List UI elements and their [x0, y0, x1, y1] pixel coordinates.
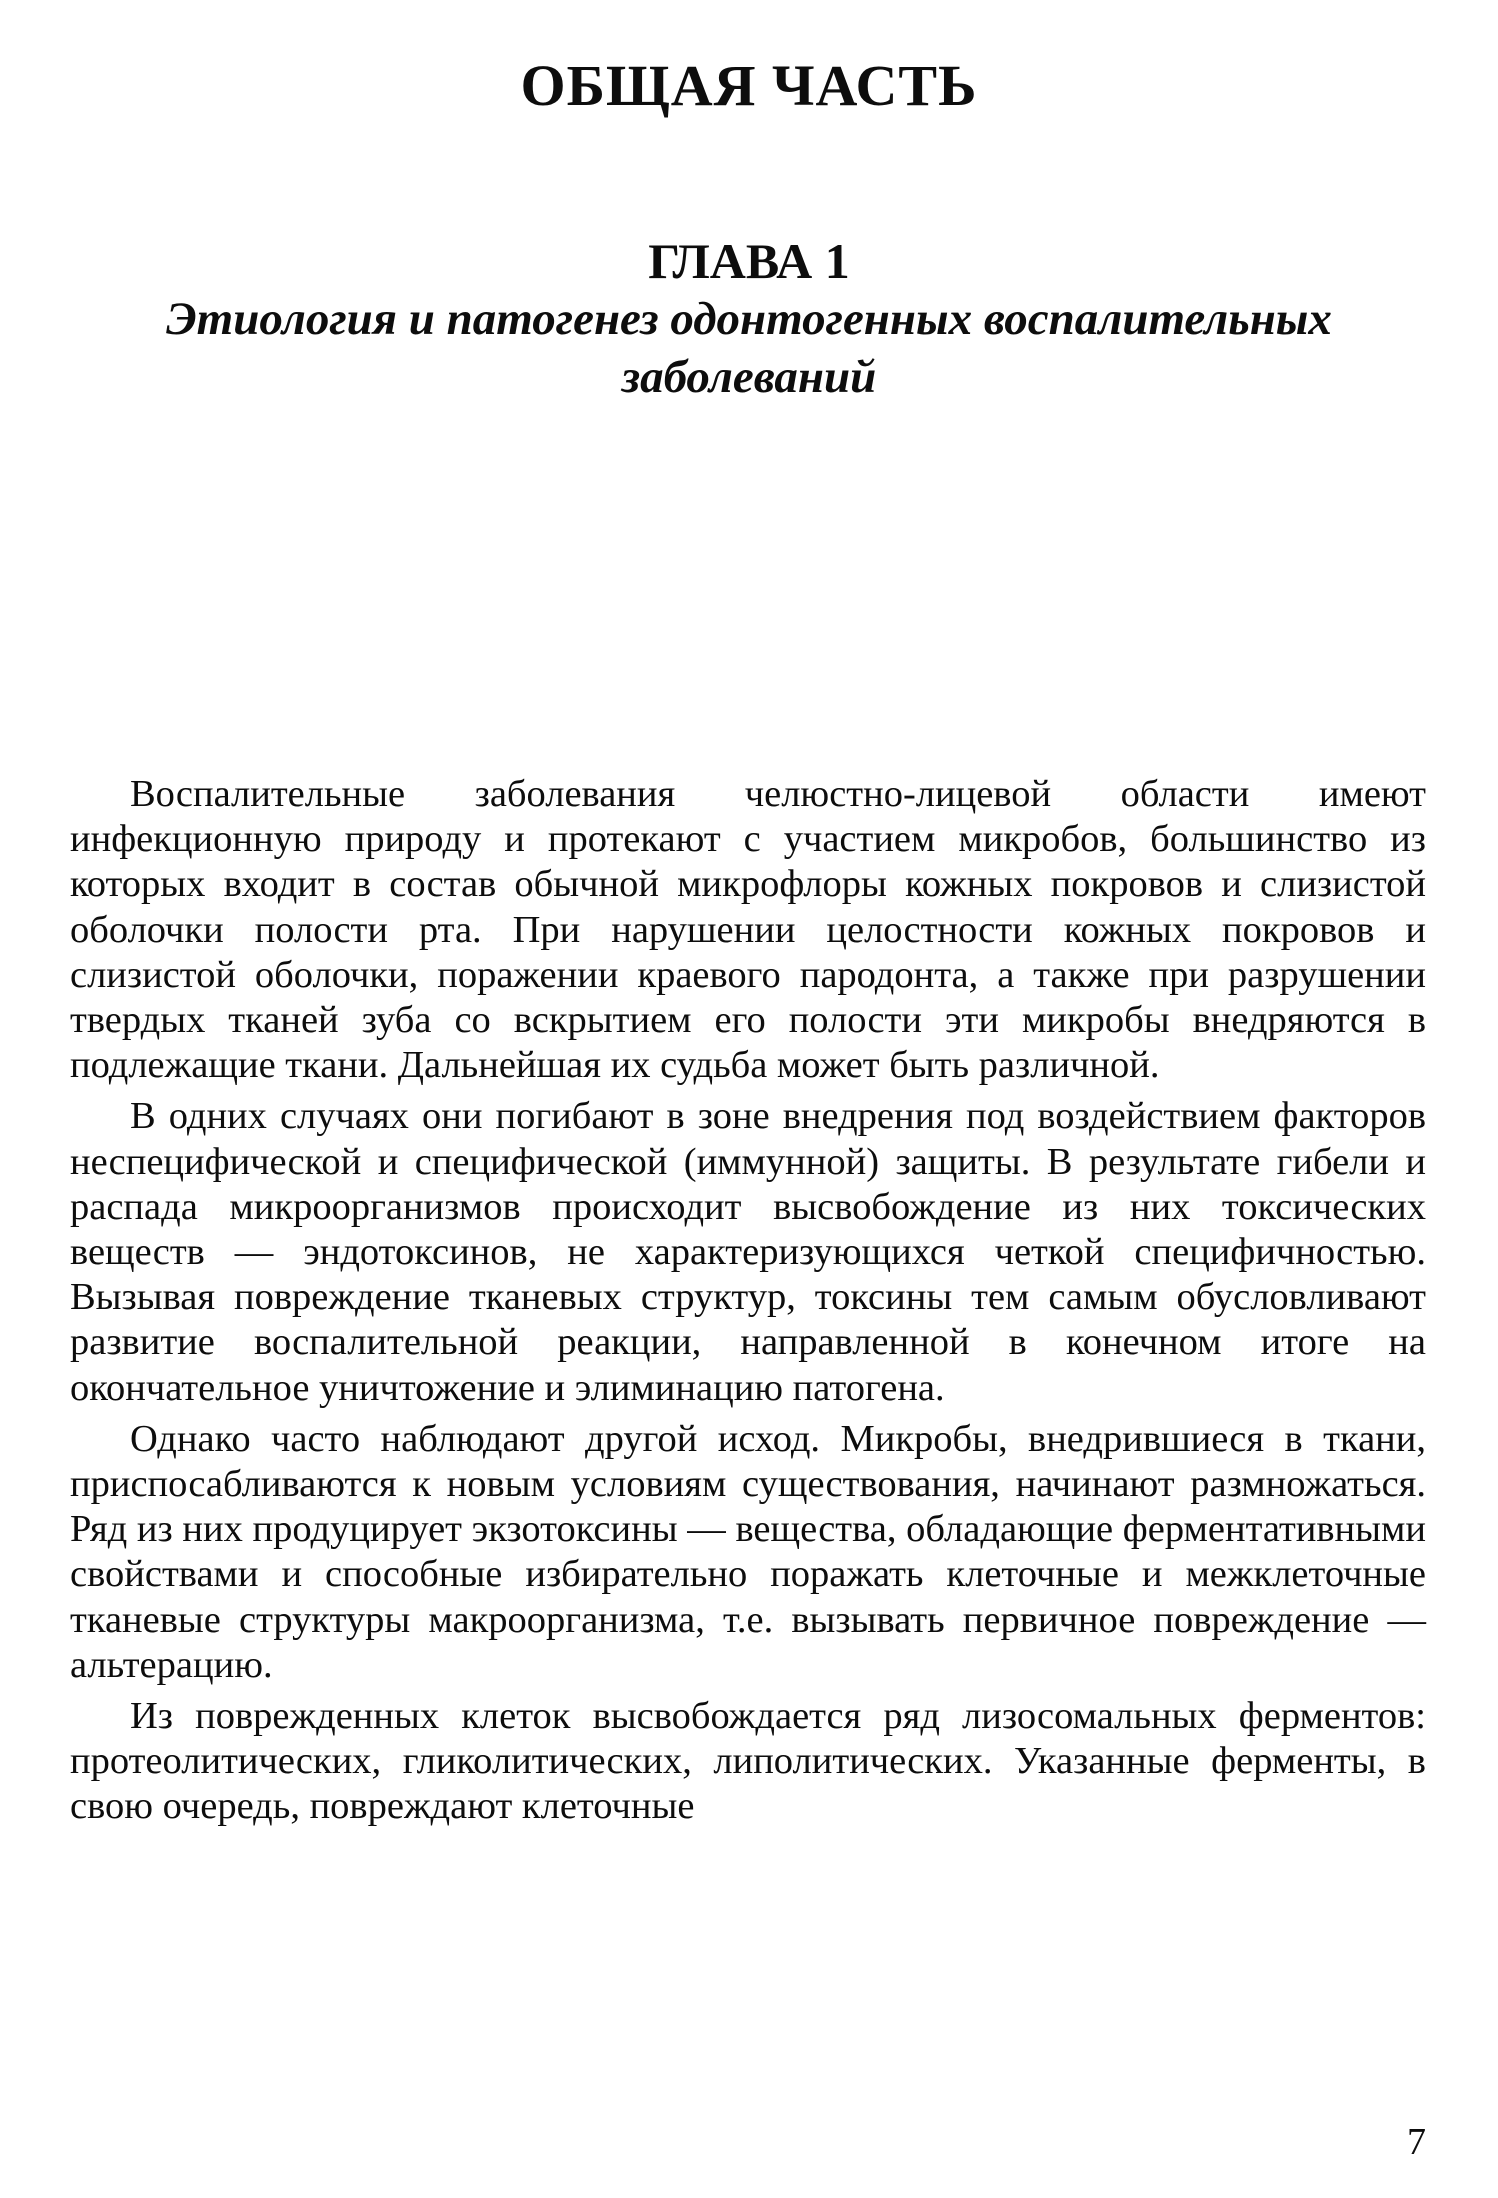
paragraph: Однако часто наблюдают другой исход. Микробы, внедрившиеся в ткани, приспосабливаются к новым условиям существования, начинают размножаться. Ряд из них продуцирует экзотоксины — вещества, обладающие ферментативными свойствами и способные избирательно поражать клеточные и межклеточные тканевые структуры макроорганизма, т.е. вызывать первичное повреждение — альтерацию. [70, 1417, 1426, 1686]
paragraph: Воспалительные заболевания челюстно-лицевой области имеют инфекционную природу и протекают с участием микробов, большинство из которых входит в состав обычной микрофлоры кожных покровов и слизистой оболочки полости рта. При нарушении целостности кожных покровов и слизистой оболочки, поражении краевого пародонта, а также при разрушении твердых тканей зуба со вскрытием его полости эти микробы внедряются в подлежащие ткани. Дальнейшая их судьба может быть различной. [70, 773, 1426, 1087]
chapter-subtitle: Этиология и патогенез одонтогенных воспалительных заболеваний [166, 293, 1332, 403]
body-text [70, 772, 1426, 1836]
chapter-label: ГЛАВА 1 [648, 233, 850, 289]
part-title: ОБЩАЯ ЧАСТЬ [520, 53, 978, 118]
page-number: 7 [1407, 2121, 1426, 2163]
paragraph: Из поврежденных клеток высвобождается ряд лизосомальных ферментов: протеолитических, гликолитических, липолитических. Указанные ферменты, в свою очередь, повреждают клеточные [70, 1695, 1426, 1828]
paragraph: В одних случаях они погибают в зоне внедрения под воздействием факторов неспецифической и специфической (иммунной) защиты. В результате гибели и распада микроорганизмов происходит высвобождение из них токсических веществ — эндотоксинов, не характеризующихся четкой специфичностью. Вызывая повреждение тканевых структур, токсины тем самым обусловливают развитие воспалительной реакции, направленной в конечном итоге на окончательное уничтожение и элиминацию патогена. [70, 1095, 1426, 1409]
